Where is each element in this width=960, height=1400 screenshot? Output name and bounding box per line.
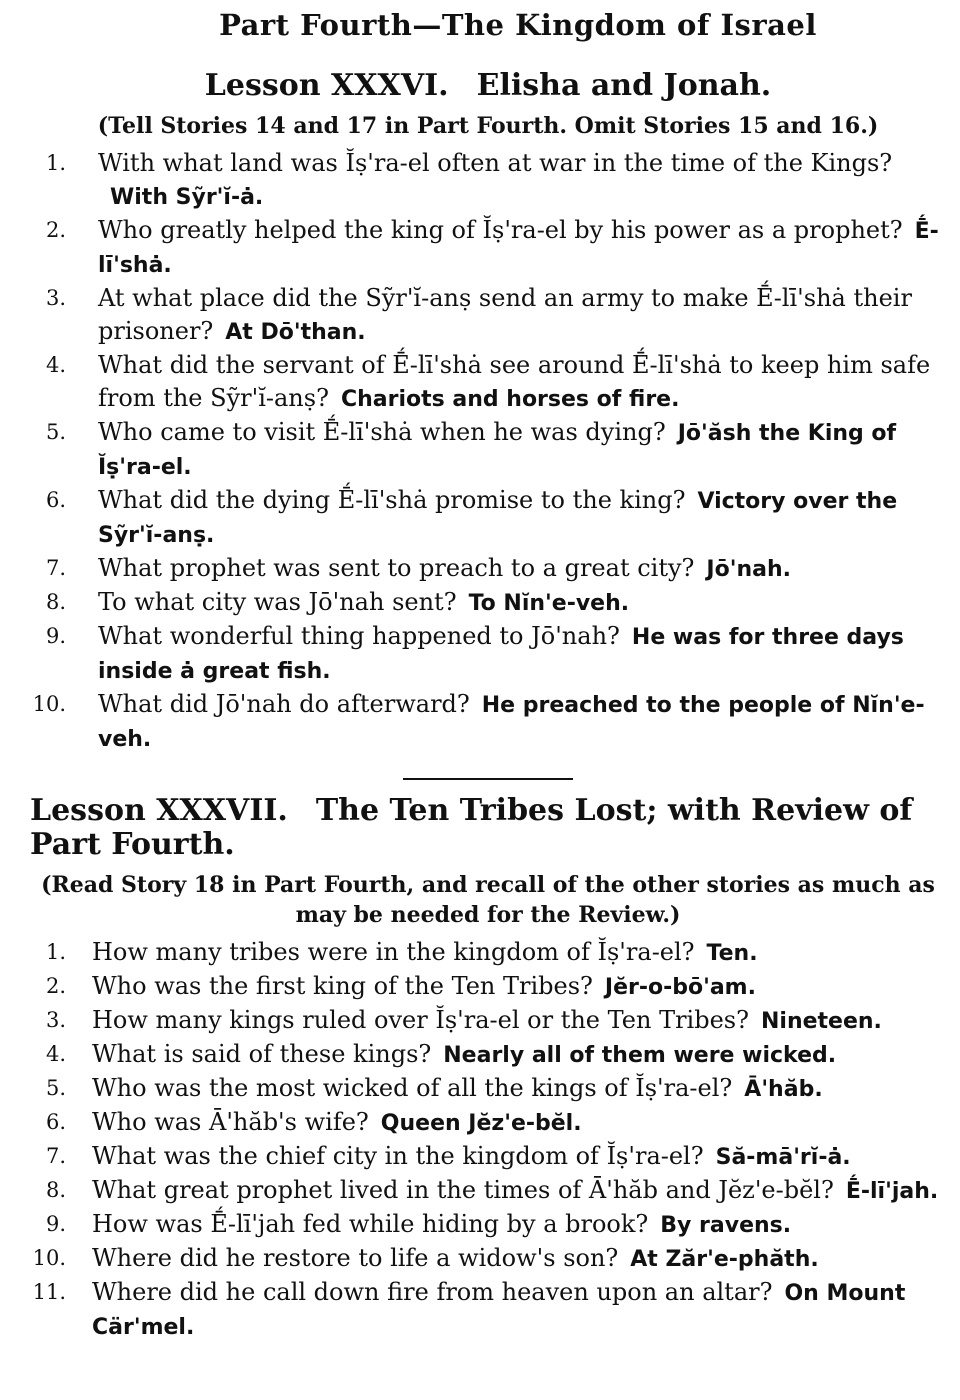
question-text: What wonderful thing happened to Jō'nah? <box>98 622 620 650</box>
lesson-36-note: (Tell Stories 14 and 17 in Part Fourth. Omit Stories 15 and 16.) <box>97 113 879 139</box>
question-text: What was the chief city in the kingdom of Ĭṣ'ra-el? <box>92 1142 704 1170</box>
question-item <box>30 1106 946 1140</box>
question-item <box>30 1038 946 1072</box>
answer-text: To Nĭn'e-veh. <box>468 591 630 616</box>
question-text: Who greatly helped the king of Ĭṣ'ra-el by his power as a prophet? <box>98 216 903 244</box>
question-item <box>30 1208 946 1242</box>
question-text: Where did he call down fire from heaven upon an altar? <box>92 1278 773 1306</box>
question-number: 6. <box>45 488 66 512</box>
answer-text: By ravens. <box>660 1213 792 1238</box>
question-number: 9. <box>45 1212 66 1236</box>
question-number: 4. <box>45 353 66 377</box>
answer-text: On Mount Cär'mel. <box>92 1281 906 1340</box>
question-number: 1. <box>45 151 66 175</box>
question-item <box>30 688 946 756</box>
answer-text: He was for three days inside ȧ great fish. <box>98 625 904 684</box>
question-text: What did the dying Ḗ-lī'shȧ promise to the king? <box>98 486 686 514</box>
question-text: What did Jō'nah do afterward? <box>98 690 470 718</box>
question-item <box>30 552 946 586</box>
question-text: How many tribes were in the kingdom of Ĭṣ'ra-el? <box>92 938 695 966</box>
question-number: 2. <box>45 974 66 998</box>
question-text: With what land was Ĭṣ'ra-el often at war in the time of the Kings? <box>98 149 893 177</box>
question-text: What did the servant of Ḗ-lī'shȧ see around Ḗ-lī'shȧ to keep him safe from the Sỹr'ĭ-anṣ? <box>98 351 931 412</box>
question-number: 3. <box>45 286 66 310</box>
lesson-37-title <box>30 794 946 862</box>
question-number: 5. <box>45 420 66 444</box>
question-number: 6. <box>45 1110 66 1134</box>
lesson-37-questions <box>30 936 946 1344</box>
question-item <box>30 586 946 620</box>
question-item <box>30 416 946 484</box>
question-item <box>30 1174 946 1208</box>
answer-text: Nineteen. <box>760 1009 882 1034</box>
question-text: At what place did the Sỹr'ĭ-anṣ send an army to make Ḗ-lī'shȧ their prisoner? <box>98 284 912 345</box>
question-text: Who was Ā'hăb's wife? <box>92 1108 369 1136</box>
lesson-36 <box>30 68 946 756</box>
lesson-36-number: Lesson XXXVI. <box>204 68 449 103</box>
question-item <box>30 1004 946 1038</box>
section-divider <box>403 778 573 780</box>
question-text: How many kings ruled over Ĭṣ'ra-el or the Ten Tribes? <box>92 1006 749 1034</box>
question-text: What prophet was sent to preach to a great city? <box>98 554 695 582</box>
question-item <box>30 147 946 214</box>
answer-text: He preached to the people of Nĭn'e-veh. <box>98 693 925 752</box>
question-number: 7. <box>45 556 66 580</box>
question-item <box>30 1242 946 1276</box>
question-number: 10. <box>32 1246 66 1270</box>
answer-text: Queen Jĕz'e-bĕl. <box>380 1111 582 1136</box>
answer-text: Jō'ăsh the King of Ĭṣ'ra-el. <box>98 421 897 480</box>
question-text: What great prophet lived in the times of Ā'hăb and Jĕz'e-bĕl? <box>92 1176 834 1204</box>
question-number: 7. <box>45 1144 66 1168</box>
question-number: 5. <box>45 1076 66 1100</box>
question-item <box>30 214 946 282</box>
answer-text: Ḗ-lī'jah. <box>845 1179 939 1204</box>
question-item <box>30 1276 946 1344</box>
question-item <box>30 1140 946 1174</box>
question-text: What is said of these kings? <box>92 1040 432 1068</box>
question-item <box>30 970 946 1004</box>
question-number: 1. <box>45 940 66 964</box>
answer-text: Victory over the Sỹr'ĭ-anṣ. <box>98 489 898 548</box>
lesson-37 <box>30 794 946 1344</box>
lesson-36-subject: Elisha and Jonah. <box>476 68 772 103</box>
lesson-37-subject: The Ten Tribes Lost; with Review of Part Fourth. <box>30 793 913 862</box>
question-item <box>30 1072 946 1106</box>
answer-text: At Zăr'e-phăth. <box>630 1247 819 1272</box>
answer-text: Să-mā'rĭ-ȧ. <box>715 1145 851 1170</box>
answer-text: Jō'nah. <box>706 557 791 582</box>
question-number: 11. <box>32 1280 66 1304</box>
question-number: 10. <box>32 692 66 716</box>
question-item <box>30 349 946 416</box>
question-text: Who was the first king of the Ten Tribes? <box>92 972 593 1000</box>
question-number: 9. <box>45 624 66 648</box>
part-title: Part Fourth—The Kingdom of Israel <box>219 8 817 42</box>
answer-text: Ten. <box>706 941 758 966</box>
lesson-37-note: (Read Story 18 in Part Fourth, and recall of the other stories as much as may be needed for the Review.) <box>41 872 935 928</box>
lesson-36-title <box>30 68 946 103</box>
question-number: 8. <box>45 1178 66 1202</box>
question-text: How was Ḗ-lī'jah fed while hiding by a brook? <box>92 1210 649 1238</box>
question-text: To what city was Jō'nah sent? <box>98 588 457 616</box>
answer-text: Nearly all of them were wicked. <box>443 1043 837 1068</box>
lesson-37-number: Lesson XXXVII. <box>30 793 288 828</box>
lesson-36-questions <box>30 147 946 756</box>
question-item <box>30 282 946 349</box>
question-item <box>30 936 946 970</box>
answer-text: Ḗ-lī'shȧ. <box>98 219 939 278</box>
answer-text: Ā'hăb. <box>744 1077 823 1102</box>
question-number: 3. <box>45 1008 66 1032</box>
question-number: 8. <box>45 590 66 614</box>
question-text: Where did he restore to life a widow's son? <box>92 1244 619 1272</box>
question-item <box>30 620 946 688</box>
question-number: 4. <box>45 1042 66 1066</box>
question-text: Who came to visit Ḗ-lī'shȧ when he was dying? <box>98 418 666 446</box>
question-number: 2. <box>45 218 66 242</box>
answer-text: Chariots and horses of fire. <box>340 387 680 412</box>
answer-text: Jĕr-o-bō'am. <box>604 975 756 1000</box>
question-item <box>30 484 946 552</box>
question-text: Who was the most wicked of all the kings of Ĭṣ'ra-el? <box>92 1074 733 1102</box>
answer-text: At Dō'than. <box>225 320 366 345</box>
answer-text: With Sỹr'ĭ-ȧ. <box>110 185 264 210</box>
